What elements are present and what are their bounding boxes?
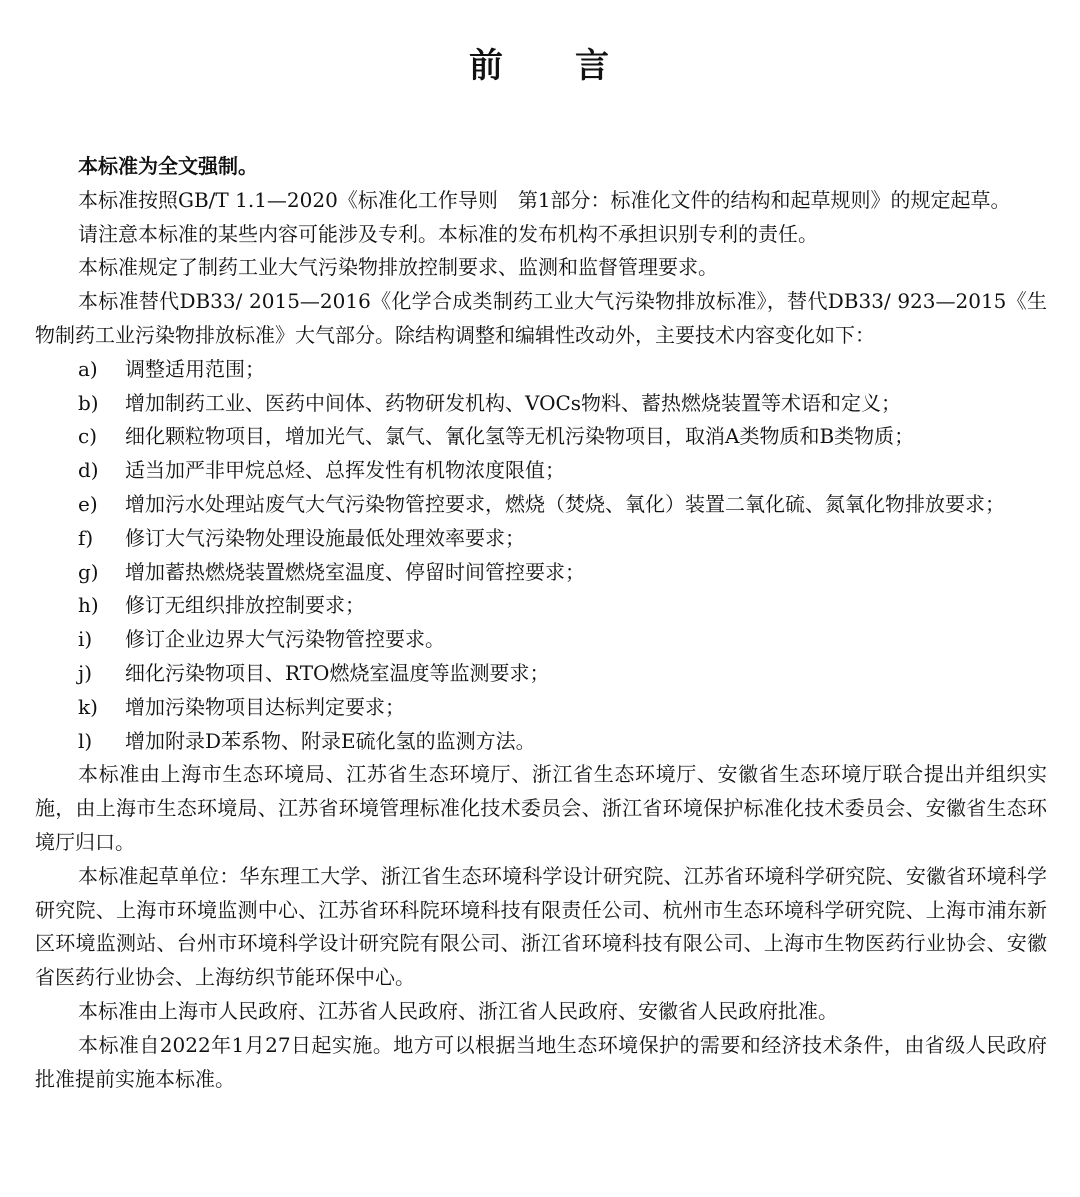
- paragraph-mandatory: 本标准为全文强制。: [78, 154, 258, 178]
- title-char-1: 前: [469, 46, 505, 86]
- paragraph-approval: 本标准由上海市人民政府、江苏省人民政府、浙江省人民政府、安徽省人民政府批准。: [78, 998, 838, 1023]
- list-text: 细化颗粒物项目，增加光气、氯气、氰化氢等无机污染物项目，取消A类物质和B类物质；: [125, 424, 915, 449]
- list-item: [35, 387, 1047, 421]
- paragraph-effective-date: 本标准自2022年1月27日起实施。地方可以根据当地生态环境保护的需要和经济技术条件，由省级人民政府批准提前实施本标准。: [35, 1032, 1047, 1091]
- list-item: [35, 657, 1047, 691]
- list-item: [35, 589, 1047, 623]
- list-text: 调整适用范围；: [125, 356, 265, 381]
- list-marker: d): [78, 458, 99, 483]
- list-marker: a): [78, 356, 98, 381]
- list-item: [35, 420, 1047, 454]
- document-body: [35, 150, 1047, 1096]
- list-item: [35, 623, 1047, 657]
- changes-list: [35, 353, 1047, 759]
- paragraph-replaces: 本标准替代DB33/ 2015—2016《化学合成类制药工业大气污染物排放标准》，替代DB33/ 923—2015《生物制药工业污染物排放标准》大气部分。除结构调整和编辑性改动外，主要技术内容变化如下：: [35, 289, 1047, 347]
- list-text: 增加制药工业、医药中间体、药物研发机构、VOCs物料、蓄热燃烧装置等术语和定义；: [125, 390, 902, 415]
- list-marker: j): [78, 660, 93, 685]
- paragraph-scope: 本标准规定了制药工业大气污染物排放控制要求、监测和监督管理要求。: [78, 255, 718, 280]
- list-text: 适当加严非甲烷总烃、总挥发性有机物浓度限值；: [125, 458, 565, 483]
- list-item: [35, 556, 1047, 590]
- paragraph-patent-notice: 请注意本标准的某些内容可能涉及专利。本标准的发布机构不承担识别专利的责任。: [78, 221, 818, 246]
- paragraph-proposers: 本标准由上海市生态环境局、江苏省生态环境厅、浙江省生态环境厅、安徽省生态环境厅联合提出并组织实施，由上海市生态环境局、江苏省环境管理标准化技术委员会、浙江省环境保护标准化技术委员会、安徽省生态环境厅归口。: [35, 762, 1047, 854]
- page-title: [0, 40, 1080, 92]
- list-text: 增加附录D苯系物、附录E硫化氢的监测方法。: [125, 728, 536, 753]
- list-text: 增加污染物项目达标判定要求；: [125, 694, 405, 719]
- list-item: [35, 522, 1047, 556]
- list-marker: e): [78, 491, 98, 516]
- list-marker: l): [78, 728, 93, 753]
- list-marker: c): [78, 424, 98, 449]
- list-text: 修订企业边界大气污染物管控要求。: [125, 627, 445, 652]
- list-marker: b): [78, 390, 99, 415]
- list-text: 增加蓄热燃烧装置燃烧室温度、停留时间管控要求；: [125, 559, 585, 584]
- list-text: 细化污染物项目、RTO燃烧室温度等监测要求；: [125, 660, 550, 685]
- list-item: [35, 725, 1047, 759]
- list-text: 修订大气污染物处理设施最低处理效率要求；: [125, 525, 525, 550]
- list-item: [35, 488, 1047, 522]
- list-item: [35, 353, 1047, 387]
- title-char-2: 言: [575, 46, 611, 86]
- list-item: [35, 691, 1047, 725]
- list-item: [35, 454, 1047, 488]
- paragraph-drafting-rules: 本标准按照GB/T 1.1—2020《标准化工作导则 第1部分：标准化文件的结构和起草规则》的规定起草。: [78, 187, 1011, 212]
- list-marker: g): [78, 559, 99, 584]
- list-marker: f): [78, 525, 94, 550]
- list-marker: i): [78, 627, 93, 652]
- list-marker: h): [78, 593, 99, 618]
- list-marker: k): [78, 694, 98, 719]
- list-text: 修订无组织排放控制要求；: [125, 593, 365, 618]
- paragraph-drafting-units: 本标准起草单位：华东理工大学、浙江省生态环境科学设计研究院、江苏省环境科学研究院、安徽省环境科学研究院、上海市环境监测中心、江苏省环科院环境科技有限责任公司、杭州市生态环境科学研究院、上海市浦东新区环境监测站、台州市环境科学设计研究院有限公司、浙江省环境科技有限公司、上海市生物医药行业协会、安徽省医药行业协会、上海纺织节能环保中心。: [35, 863, 1047, 990]
- list-text: 增加污水处理站废气大气污染物管控要求，燃烧（焚烧、氧化）装置二氧化硫、氮氧化物排放要求；: [125, 491, 1005, 516]
